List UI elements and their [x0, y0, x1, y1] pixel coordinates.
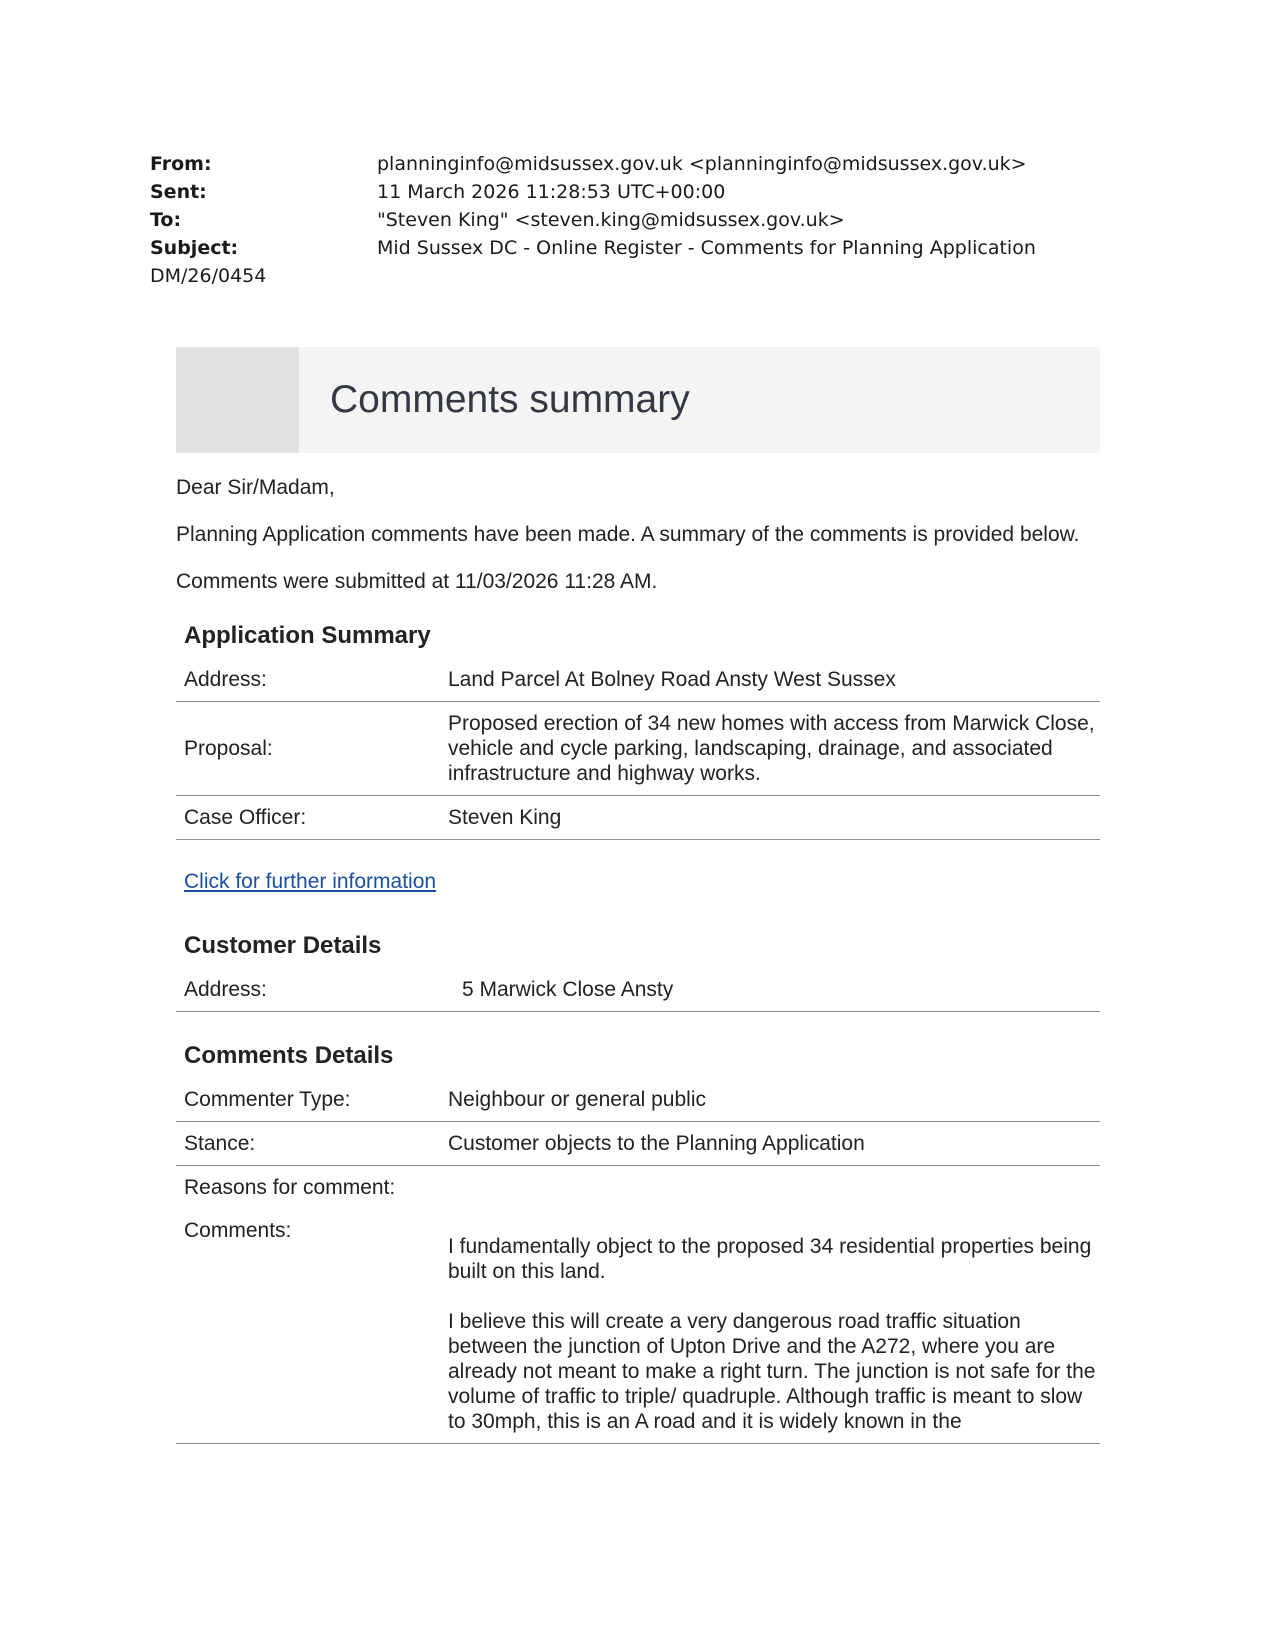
email-subject-continuation: DM/26/0454 [150, 265, 267, 287]
further-info-link-wrap [176, 870, 1100, 894]
table-row [176, 1078, 1100, 1122]
table-row [176, 1166, 1100, 1210]
table-row [176, 968, 1100, 1012]
banner-title: Comments summary [330, 378, 690, 421]
customer-details-table [176, 968, 1100, 1012]
address-label: Address: [176, 658, 440, 702]
table-row [176, 1122, 1100, 1166]
comments-details-table [176, 1078, 1100, 1444]
application-summary-heading: Application Summary [184, 622, 431, 649]
email-sent-label: Sent: [150, 181, 207, 203]
banner-accent-block [176, 347, 299, 453]
proposal-label: Proposal: [176, 702, 440, 796]
comment-paragraph-2: I believe this will create a very dangerous road traffic situation between the junction of Upton Drive and the A272, where you are already not meant to make a right turn. The junction is not safe for the volume of traffic to triple/ quadruple. Although traffic is meant to slow to 30mph, this is an A road and it is widely known in the [448, 1310, 1096, 1433]
proposal-value: Proposed erection of 34 new homes with access from Marwick Close, vehicle and cycle parking, landscaping, drainage, and associated infrastructure and highway works. [440, 702, 1100, 796]
customer-details-heading: Customer Details [184, 932, 382, 959]
email-to-label: To: [150, 209, 182, 231]
email-header [150, 150, 1150, 290]
comments-details-heading: Comments Details [184, 1042, 394, 1069]
case-officer-value: Steven King [440, 796, 1100, 840]
further-info-link[interactable]: Click for further information [184, 870, 437, 893]
case-officer-label: Case Officer: [176, 796, 440, 840]
customer-address-label: Address: [176, 968, 440, 1012]
intro-message: Planning Application comments have been made. A summary of the comments is provided below. [176, 523, 1080, 546]
table-row [176, 1209, 1100, 1444]
email-sent-value: 11 March 2026 11:28:53 UTC+00:00 [377, 181, 726, 203]
email-from-label: From: [150, 153, 212, 175]
email-to-row [150, 206, 1150, 234]
table-row [176, 796, 1100, 840]
customer-address-value: 5 Marwick Close Ansty [440, 968, 1100, 1012]
email-sent-row [150, 178, 1150, 206]
address-value: Land Parcel At Bolney Road Ansty West Sussex [440, 658, 1100, 702]
email-from-row [150, 150, 1150, 178]
comments-label: Comments: [176, 1209, 440, 1444]
email-subject-row [150, 234, 1150, 262]
commenter-type-label: Commenter Type: [176, 1078, 440, 1122]
email-body [176, 347, 1100, 1444]
table-row [176, 702, 1100, 796]
stance-value: Customer objects to the Planning Application [440, 1122, 1100, 1166]
submitted-timestamp: Comments were submitted at 11/03/2026 11:28 AM. [176, 570, 658, 593]
table-row [176, 658, 1100, 702]
comment-paragraph-1: I fundamentally object to the proposed 34 residential properties being built on this land. [448, 1235, 1092, 1283]
reasons-value [440, 1166, 1100, 1210]
email-subject-value: Mid Sussex DC - Online Register - Comments for Planning Application [377, 237, 1036, 259]
application-summary-table [176, 658, 1100, 840]
comments-value [440, 1209, 1100, 1444]
commenter-type-value: Neighbour or general public [440, 1078, 1100, 1122]
summary-banner [176, 347, 1100, 453]
greeting: Dear Sir/Madam, [176, 476, 335, 499]
reasons-label: Reasons for comment: [184, 1176, 396, 1199]
email-to-value: "Steven King" <steven.king@midsussex.gov.uk> [377, 209, 845, 231]
stance-label: Stance: [176, 1122, 440, 1166]
email-from-value: planninginfo@midsussex.gov.uk <planninginfo@midsussex.gov.uk> [377, 153, 1027, 175]
email-subject-label: Subject: [150, 237, 239, 259]
